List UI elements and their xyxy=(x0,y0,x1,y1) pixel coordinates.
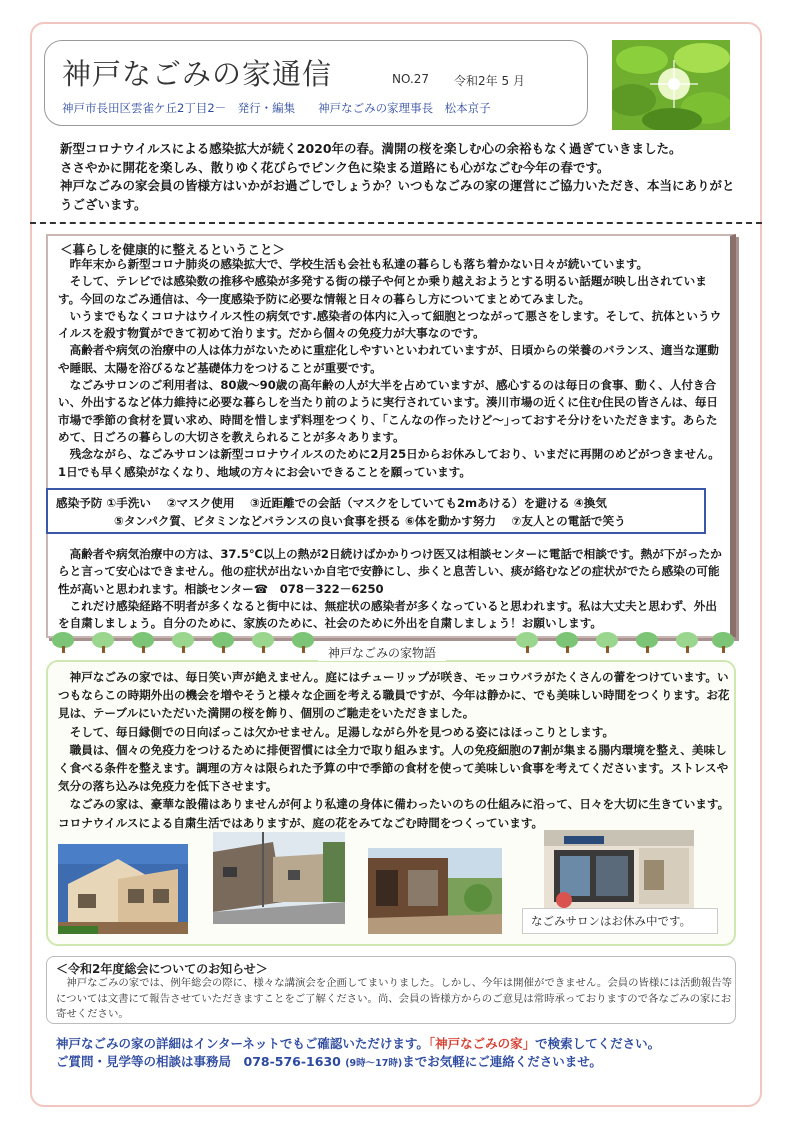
tree-icon xyxy=(712,632,734,654)
footer-text: までお気軽にご連絡くださいませ。 xyxy=(402,1054,602,1069)
health-paragraph: いうまでもなくコロナはウイルス性の病気です.感染者の体内に入って細胞とつながって悪さをします。そして、抗体というウイルスを殺す物質ができて初めて治ります。だから個々の免疫力が大事なのです。 xyxy=(58,308,722,341)
health-body xyxy=(58,256,726,481)
garden-photo xyxy=(368,848,502,934)
health-paragraph: 高齢者や病気の治療中の人は体力がないために重症化しやすいといわれていますが、日頃からの栄養のバランス、適当な運動や睡眠、太陽を浴びるなど基礎体力をつけることが重要です。 xyxy=(58,343,719,375)
dashed-separator xyxy=(30,222,762,224)
health-body-2 xyxy=(58,546,726,632)
salon-entrance-photo xyxy=(544,830,694,908)
tree-icon xyxy=(172,632,194,654)
prevention-box xyxy=(46,488,706,534)
tree-icon xyxy=(636,632,658,654)
intro-text xyxy=(60,140,740,214)
search-keyword: 「神戸なごみの家」 xyxy=(428,1036,536,1051)
prevention-line: 感染予防 ①手洗い ②マスク使用 ③近距離での会話（マスクをしていても2mあける）を避ける ④換気 xyxy=(56,496,607,510)
house-photo-exterior xyxy=(58,844,188,934)
health-paragraph: なごみサロンのご利用者は、80歳～90歳の高年齢の人が大半を占めていますが、感心するのは毎日の食事、動く、人付き合い、外出するなど体力維持に必要な暮らしを当たり前のように実行されています。湊川市場の近くに住む住民の皆さんは、毎日市場で季節の食材を買い求め、時間を惜しまず料理をつくり、｢こんなの作ったけど～｣っておすそ分けをいただきます。あらためて、日ごろの暮らしの大切さを教えられることが多々あります。 xyxy=(58,378,718,444)
footer-text: で検索してください。 xyxy=(535,1036,661,1051)
footer-contact-line xyxy=(56,1052,602,1070)
story-paragraph: 職員は、個々の免疫力をつけるために排便習慣には全力で取り組みます。人の免疫細胞の7割が集まる腸内環境を整え、美味しく食べる条件を整えます。調理の方々は限られた予算の中で季節の食材を使って美味しい食事を考えてくださいます。ストレスや気分の落ち込みは免疫力を低下させます。 xyxy=(58,742,729,794)
health-heading: ＜暮らしを健康的に整えるということ＞ xyxy=(60,242,286,257)
intro-line: 神戸なごみの家会員の皆様方はいかがお過ごしでしょうか？いつもなごみの家の運営にご協力いただき、本当にありがとうございます。 xyxy=(60,178,735,212)
tree-icon xyxy=(596,632,618,654)
story-body xyxy=(58,668,734,832)
leaf-photo xyxy=(612,40,730,130)
health-paragraph: 高齢者や病気治療中の方は、37.5℃以上の熱が2日続けばかかりつけ医又は相談センターに電話で相談です。熱が下がったからと言って安心はできません。他の症状が出ないか自宅で安静にし、歩くと息苦しい、痰が絡むなどの症状がでたら感染の可能性が高いと思われます。相談センター☎ 078－322－6250 xyxy=(58,547,722,596)
photo-caption: なごみサロンはお休み中です。 xyxy=(522,908,718,934)
tree-icon xyxy=(676,632,698,654)
tree-icon xyxy=(292,632,314,654)
health-paragraph: 残念ながら、なごみサロンは新型コロナウイルスのために2月25日からお休みしており、いまだに再開のめどがつきません。1日でも早く感染がなくなり、地域の方々にお会いできることを願っています。 xyxy=(58,447,720,479)
footer-text: 神戸なごみの家の詳細はインターネットでもご確認いただけます。 xyxy=(56,1036,429,1051)
newsletter-title: 神戸なごみの家通信 xyxy=(62,57,333,91)
health-paragraph: そして、テレビでは感染数の推移や感染が多発する街の様子や何とか乗り越えおようとする明るい話題が映し出されています。今回のなごみ通信は、今一度感染予防に必要な情報と日々の暮らし方についてまとめてみました。 xyxy=(58,274,707,306)
tree-icon xyxy=(52,632,74,654)
health-paragraph: これだけ感染経路不明者が多くなると街中には、無症状の感染者が多くなっていると思われます。私は大丈夫と思わず、外出を自粛しましょう。自分のために、家族のために、社会のために外出を自粛しましょう！お願いします。 xyxy=(58,598,717,631)
notice-heading: ＜令和2年度総会についてのお知らせ＞ xyxy=(56,962,268,976)
health-paragraph: 昨年末から新型コロナ肺炎の感染拡大で、学校生活も会社も私達の暮らしも落ち着かない日々が続いています。 xyxy=(69,257,649,271)
issue-number: NO.27 xyxy=(392,72,430,86)
tree-icon xyxy=(516,632,538,654)
street-photo xyxy=(213,832,345,924)
story-title: 神戸なごみの家物語 xyxy=(318,644,446,661)
story-paragraph: 神戸なごみの家では、毎日笑い声が絶えません。庭にはチューリップが咲き、モッコウバラがたくさんの蕾をつけています。いつもならこの時期外出の機会を増やそうと様々な企画を考える職員ですが、今年は静かに、でも美味しい時間をつくります。お花見は、テーブルにいただいた満開の桜を飾り、個別のご馳走をいただきました。 xyxy=(58,670,730,721)
tree-icon xyxy=(92,632,114,654)
story-paragraph: なごみの家は、豪華な設備はありませんが何より私達の身体に備わったいのちの仕組みに沿って、日々を大切に生きています。コロナウイルスによる自粛生活ではありますが、庭の花をみてなごむ時間をつくっています。 xyxy=(58,797,730,830)
tree-icon xyxy=(252,632,274,654)
prevention-line: ⑤タンパク質、ビタミンなどバランスの良い食事を摂る ⑥体を動かす努力 ⑦友人との電話で笑う xyxy=(114,514,626,528)
office-hours: (9時～17時) xyxy=(345,1058,403,1069)
intro-line: ささやかに開花を楽しみ、散りゆく花びらでピンク色に染まる道路にも心がなごむ今年の春です。 xyxy=(60,159,610,175)
footer-text: ご質問・見学等の相談は事務局 078-576-1630 xyxy=(56,1054,341,1069)
intro-line: 新型コロナウイルスによる感染拡大が続く2020年の春。満開の桜を楽しむ心の余裕もなく過ぎていきました。 xyxy=(60,141,682,156)
notice-body xyxy=(56,976,732,1023)
footer-web-line xyxy=(56,1034,660,1052)
publisher-line: 神戸市長田区雲雀ケ丘2丁目2－ 発行・編集 神戸なごみの家理事長 松本京子 xyxy=(62,101,491,115)
tree-icon xyxy=(556,632,578,654)
tree-icon xyxy=(132,632,154,654)
notice-paragraph: 神戸なごみの家では、例年総会の際に、様々な講演会を企画してまいりました。しかし、今年は開催ができません。会員の皆様には活動報告等については文書にて報告させていただきますことをご了解ください。尚、会員の皆様方からのご意見は常時承っておりますので各なごみの家にお寄せください。 xyxy=(56,977,733,1020)
story-paragraph: そして、毎日縁側での日向ぼっこは欠かせません。足湯しながら外を見つめる姿にはほっこりとします。 xyxy=(69,724,615,739)
issue-date: 令和2年 5 月 xyxy=(454,74,525,88)
tree-icon xyxy=(212,632,234,654)
